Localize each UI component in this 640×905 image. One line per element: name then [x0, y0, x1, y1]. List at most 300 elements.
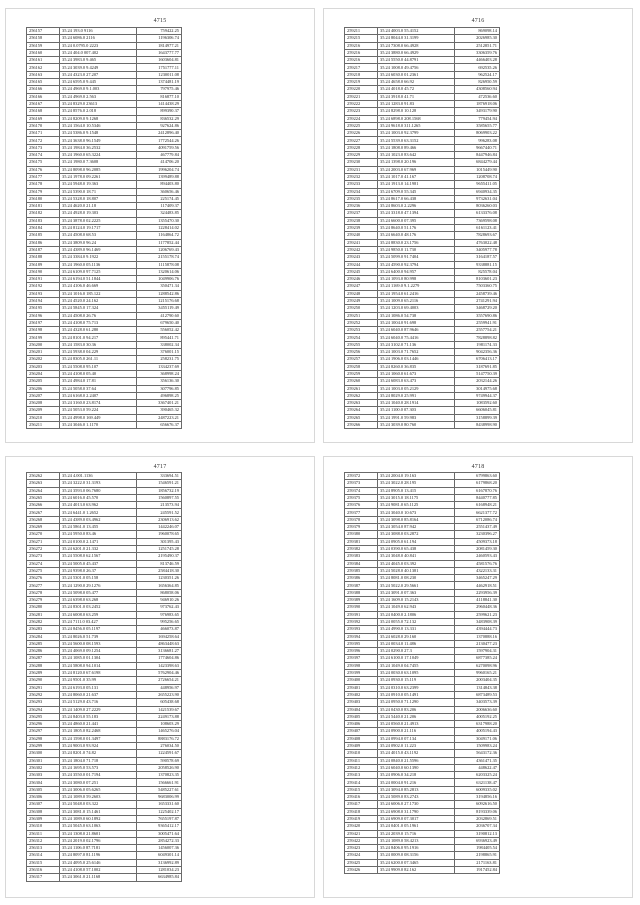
row-code-cell: 35.24 8329.0 23613: [60, 100, 137, 107]
row-id-cell: 259233: [345, 181, 378, 188]
row-id-cell: 256288: [27, 662, 60, 669]
row-code-cell: 35.24 1040.0 28.1914: [378, 400, 455, 407]
row-code-cell: 35.24 1808.0 89.466: [378, 144, 455, 151]
row-code-cell: 35.24 3040.0 10.673: [378, 509, 455, 516]
table-row: [345, 867, 500, 874]
row-id-cell: 259388: [345, 589, 378, 596]
row-code-cell: 35.24 1564.0 10.5346: [60, 122, 137, 129]
row-code-cell: 35.24 1086.0 54.738: [378, 312, 455, 319]
row-id-cell: 256296: [27, 721, 60, 728]
row-amount-cell: 6167870.76: [455, 487, 500, 494]
row-code-cell: 35.24 2019.0 02.1796: [60, 837, 137, 844]
row-amount-cell: 1960078.65: [137, 531, 182, 538]
row-id-cell: 259229: [345, 152, 378, 159]
row-amount-cell: 1230351.26: [137, 575, 182, 582]
row-amount-cell: 8883176.72: [137, 735, 182, 742]
row-id-cell: 256191: [27, 276, 60, 283]
row-id-cell: 256175: [27, 159, 60, 166]
row-code-cell: 35.24 8617.0 66.438: [378, 195, 455, 202]
row-code-cell: 35.24 3160.0 23.8174: [60, 400, 137, 407]
row-code-cell: 35.24 8201.0 74.82: [60, 750, 137, 757]
row-code-cell: 35.24 3809.0 96.24: [60, 239, 137, 246]
table-row: [345, 626, 500, 633]
row-amount-cell: 1399489.88: [137, 173, 182, 180]
table-row: [27, 210, 182, 217]
row-amount-cell: 117409.37: [137, 203, 182, 210]
row-id-cell: 259241: [345, 239, 378, 246]
row-id-cell: 256272: [27, 545, 60, 552]
row-code-cell: 35.24 3318.0 47.1394: [378, 210, 455, 217]
row-code-cell: 35.24 3048.0 40.841: [378, 553, 455, 560]
row-amount-cell: 2460593.43: [455, 553, 500, 560]
row-id-cell: 256278: [27, 589, 60, 596]
table-row: [345, 49, 500, 56]
table-row: [345, 845, 500, 852]
row-amount-cell: 8438998.90: [455, 422, 500, 429]
row-amount-cell: 3403573.39: [455, 699, 500, 706]
row-amount-cell: 4462918.51: [455, 582, 500, 589]
row-amount-cell: 973762.43: [137, 604, 182, 611]
row-id-cell: 256166: [27, 93, 60, 100]
row-id-cell: 256210: [27, 414, 60, 421]
row-amount-cell: 301395.43: [137, 538, 182, 545]
row-id-cell: 256159: [27, 42, 60, 49]
row-amount-cell: 6168948.21: [455, 502, 500, 509]
row-amount-cell: 356136.30: [137, 378, 182, 385]
row-code-cell: 35.24 0290.0 27.3: [378, 648, 455, 655]
table-row: [345, 57, 500, 64]
table-row: [27, 735, 182, 742]
table-row: [345, 254, 500, 261]
row-amount-cell: 1314843.38: [455, 684, 500, 691]
table-row: [345, 181, 500, 188]
row-amount-cell: 6877385.24: [455, 655, 500, 662]
table-row: [345, 276, 500, 283]
row-code-cell: 35.24 5053.0 59.224: [60, 407, 137, 414]
row-code-cell: 35.24 6168.0 2.2407: [60, 392, 137, 399]
table-row: [27, 502, 182, 509]
row-amount-cell: 1876918.06: [455, 100, 500, 107]
table-row: [345, 801, 500, 808]
table-row: [345, 319, 500, 326]
row-code-cell: 35.24 5099.0 91.7404: [378, 254, 455, 261]
row-code-cell: 35.24 3222.0 31.3193: [60, 480, 137, 487]
row-code-cell: 35.24 1960.0 05.1136: [60, 261, 137, 268]
row-amount-cell: 1772544.26: [137, 137, 182, 144]
row-amount-cell: 759422.25: [137, 28, 182, 35]
row-id-cell: 259248: [345, 290, 378, 297]
table-row: [27, 618, 182, 625]
row-amount-cell: 2026985.30: [455, 35, 500, 42]
row-amount-cell: 1281034.23: [137, 867, 182, 874]
row-id-cell: 256289: [27, 670, 60, 677]
row-amount-cell: 3468729.20: [455, 305, 500, 312]
row-amount-cell: 1456007.36: [137, 845, 182, 852]
row-code-cell: 35.24 8060.0 21.637: [60, 691, 137, 698]
row-amount-cell: 360656.46: [137, 188, 182, 195]
table-row: [345, 728, 500, 735]
row-amount-cell: 4763022.48: [455, 239, 500, 246]
row-code-cell: 35.24 3880.0 66.4929: [378, 49, 455, 56]
row-amount-cell: 8440777.85: [455, 494, 500, 501]
row-amount-cell: 225174.45: [137, 195, 182, 202]
row-code-cell: 35.24 193.0 9116: [60, 28, 137, 35]
row-code-cell: 35.24 8026.0 51.739: [60, 633, 137, 640]
row-id-cell: 256200: [27, 341, 60, 348]
row-id-cell: 259401: [345, 684, 378, 691]
row-amount-cell: 258231.75: [137, 356, 182, 363]
table-row: [345, 64, 500, 71]
row-amount-cell: 2155178.74: [137, 254, 182, 261]
table-row: [345, 261, 500, 268]
row-id-cell: 259424: [345, 852, 378, 859]
row-code-cell: 35.24 8305.0 261.11: [60, 356, 137, 363]
row-amount-cell: 4466403.28: [455, 57, 500, 64]
row-id-cell: 259247: [345, 283, 378, 290]
row-id-cell: 259260: [345, 378, 378, 385]
row-id-cell: 256174: [27, 152, 60, 159]
page-bottom-left: [5, 456, 315, 898]
row-amount-cell: 3014975.68: [455, 385, 500, 392]
row-id-cell: 256197: [27, 319, 60, 326]
row-id-cell: 256266: [27, 502, 60, 509]
row-id-cell: 259237: [345, 210, 378, 217]
table-row: [345, 378, 500, 385]
row-code-cell: 35.24 1016.0 185.122: [60, 290, 137, 297]
row-code-cell: 35.24 3550.0 01.7194: [60, 772, 137, 779]
row-amount-cell: 6706413.17: [455, 356, 500, 363]
row-amount-cell: 3230396.27: [455, 531, 500, 538]
row-code-cell: 35.24 1203.0 69.4003: [378, 305, 455, 312]
table-row: [27, 283, 182, 290]
table-row: [27, 64, 182, 71]
row-amount-cell: 825578.04: [455, 268, 500, 275]
row-id-cell: 256194: [27, 297, 60, 304]
row-amount-cell: 836532.29: [137, 115, 182, 122]
row-code-cell: 35.24 1106.0 87.7181: [60, 845, 137, 852]
row-amount-cell: 1917452.84: [455, 867, 500, 874]
row-amount-cell: 6606045.81: [455, 407, 500, 414]
row-id-cell: 259393: [345, 626, 378, 633]
row-id-cell: 259389: [345, 597, 378, 604]
row-id-cell: 256268: [27, 516, 60, 523]
row-id-cell: 259425: [345, 859, 378, 866]
row-amount-cell: 1694258.64: [137, 633, 182, 640]
row-id-cell: 259253: [345, 327, 378, 334]
row-id-cell: 259266: [345, 422, 378, 429]
row-code-cell: 35.24 4860.0 21.441: [60, 721, 137, 728]
table-row: [27, 764, 182, 771]
row-amount-cell: 2195490.37: [137, 553, 182, 560]
row-amount-cell: 1355470.30: [137, 217, 182, 224]
row-code-cell: 35.24 6709.0 55.345: [378, 188, 455, 195]
table-row: [27, 57, 182, 64]
table-row: [345, 808, 500, 815]
table-row: [345, 742, 500, 749]
row-code-cell: 35.24 3094.0 85.2813: [378, 786, 455, 793]
row-amount-cell: 3049171.06: [455, 735, 500, 742]
row-code-cell: 35.24 6040.0 75.4416: [378, 334, 455, 341]
table-row: [27, 553, 182, 560]
row-id-cell: 256315: [27, 859, 60, 866]
row-amount-cell: 2551437.49: [455, 524, 500, 531]
row-code-cell: 35.24 4590.0 92.3794: [378, 261, 455, 268]
table-row: [27, 297, 182, 304]
table-row: [27, 728, 182, 735]
row-code-cell: 35.24 6083.0 63.473: [378, 378, 455, 385]
table-row: [345, 108, 500, 115]
table-row: [27, 108, 182, 115]
table-row: [27, 633, 182, 640]
row-id-cell: 259238: [345, 217, 378, 224]
row-amount-cell: 414706.20: [137, 159, 182, 166]
row-code-cell: 35.24 8830.0 23.1756: [378, 239, 455, 246]
row-code-cell: 35.24 6595.0 9.445: [60, 79, 137, 86]
row-id-cell: 256277: [27, 582, 60, 589]
row-code-cell: 35.24 0902.0 11.223: [378, 742, 455, 749]
row-id-cell: 259245: [345, 268, 378, 275]
row-amount-cell: 307796.85: [137, 385, 182, 392]
row-id-cell: 256185: [27, 232, 60, 239]
row-id-cell: 259249: [345, 297, 378, 304]
row-amount-cell: 496898.25: [137, 392, 182, 399]
row-amount-cell: 1751777.11: [137, 64, 182, 71]
table-row: [27, 181, 182, 188]
row-amount-cell: 2741291.94: [455, 297, 500, 304]
row-amount-cell: 6621377.72: [455, 509, 500, 516]
row-id-cell: 256292: [27, 691, 60, 698]
row-code-cell: 35.24 6040.0 60.1390: [378, 764, 455, 771]
row-code-cell: 35.24 3983.0 9.465: [60, 57, 137, 64]
table-row: [345, 327, 500, 334]
row-id-cell: 256313: [27, 845, 60, 852]
row-id-cell: 259251: [345, 312, 378, 319]
table-row: [345, 232, 500, 239]
table-row: [345, 772, 500, 779]
row-amount-cell: 3158899.39: [455, 414, 500, 421]
table-row: [345, 115, 500, 122]
table-row: [27, 115, 182, 122]
row-amount-cell: 3194856.16: [455, 794, 500, 801]
row-code-cell: 35.24 8576.0 2.018: [60, 108, 137, 115]
row-id-cell: 256287: [27, 655, 60, 662]
row-code-cell: 35.24 5301.0 05.158: [60, 575, 137, 582]
row-code-cell: 35.24 0910.0 05.1491: [378, 691, 455, 698]
row-code-cell: 35.24 0310.0 63.2399: [378, 684, 455, 691]
table-row: [345, 203, 500, 210]
row-id-cell: 256291: [27, 684, 60, 691]
row-amount-cell: 2557754.21: [455, 327, 500, 334]
table-row: [27, 531, 182, 538]
row-code-cell: 35.24 8044.0 31.3199: [378, 35, 455, 42]
row-amount-cell: 679650.40: [137, 319, 182, 326]
row-id-cell: 256299: [27, 742, 60, 749]
row-id-cell: 256195: [27, 305, 60, 312]
table-row: [27, 837, 182, 844]
row-amount-cell: 1643777.77: [137, 49, 182, 56]
row-id-cell: 256211: [27, 422, 60, 429]
row-code-cell: 35.24 8640.0 51.176: [378, 225, 455, 232]
table-row: [345, 28, 500, 35]
row-amount-cell: 1996204.74: [137, 166, 182, 173]
row-amount-cell: 3585655.77: [455, 122, 500, 129]
row-code-cell: 35.24 4108.0 57.1002: [60, 867, 137, 874]
row-code-cell: 35.24 5390.0 18.71: [60, 188, 137, 195]
table-row: [27, 772, 182, 779]
table-row: [27, 648, 182, 655]
row-id-cell: 259412: [345, 764, 378, 771]
table-row: [345, 400, 500, 407]
row-amount-cell: 2249173.88: [137, 713, 182, 720]
table-row: [27, 203, 182, 210]
row-code-cell: 35.24 1049.0 04.7455: [378, 662, 455, 669]
table-row: [27, 42, 182, 49]
row-id-cell: 259263: [345, 400, 378, 407]
table-row: [27, 385, 182, 392]
row-code-cell: 35.24 2003.0 67.969: [378, 166, 455, 173]
table-row: [345, 618, 500, 625]
row-id-cell: 259219: [345, 79, 378, 86]
row-amount-cell: 1334237.69: [137, 363, 182, 370]
table-row: [345, 691, 500, 698]
table-row: [345, 611, 500, 618]
row-id-cell: 256167: [27, 100, 60, 107]
row-amount-cell: 1981174.33: [455, 341, 500, 348]
row-code-cell: 35.24 0.0795.0 2223: [60, 42, 137, 49]
row-code-cell: 35.24 4508.0 26.76: [60, 312, 137, 319]
row-amount-cell: 2599621.23: [455, 611, 500, 618]
row-id-cell: 259373: [345, 480, 378, 487]
row-id-cell: 256168: [27, 108, 60, 115]
row-amount-cell: 1509983.24: [455, 742, 500, 749]
row-amount-cell: 6179868.20: [455, 480, 500, 487]
row-id-cell: 259220: [345, 86, 378, 93]
table-row: [345, 779, 500, 786]
table-row: [27, 801, 182, 808]
row-code-cell: 35.24 3098.0 85.8164: [378, 516, 455, 523]
row-id-cell: 256178: [27, 181, 60, 188]
row-amount-cell: 3455119.49: [137, 305, 182, 312]
row-amount-cell: 6270098.96: [455, 662, 500, 669]
row-code-cell: 35.24 5058.0 37.64: [60, 385, 137, 392]
table-row: [345, 210, 500, 217]
row-amount-cell: 3005471.64: [137, 830, 182, 837]
row-id-cell: 259234: [345, 188, 378, 195]
table-row: [27, 137, 182, 144]
table-row: [345, 764, 500, 771]
row-code-cell: 35.24 3006.0 05.6265: [60, 786, 137, 793]
row-amount-cell: 448956.97: [137, 684, 182, 691]
row-code-cell: 35.24 1960.0 65.3224: [60, 152, 137, 159]
row-id-cell: 256180: [27, 195, 60, 202]
row-code-cell: 35.24 4108.0 05.40: [60, 370, 137, 377]
row-amount-cell: 412790.60: [137, 312, 182, 319]
row-code-cell: 35.24 1991.0 59.983: [378, 414, 455, 421]
row-id-cell: 259264: [345, 407, 378, 414]
row-code-cell: 35.24 6908.0 31.1790: [378, 808, 455, 815]
table-row: [27, 130, 182, 137]
row-amount-cell: 3187691.85: [455, 363, 500, 370]
row-code-cell: 35.24 1089.0 60.1892: [60, 815, 137, 822]
row-id-cell: 259379: [345, 524, 378, 531]
table-row: [27, 334, 182, 341]
row-amount-cell: 2130477.23: [455, 640, 500, 647]
row-id-cell: 259406: [345, 721, 378, 728]
row-amount-cell: 9683006.99: [137, 794, 182, 801]
table-row: [345, 42, 500, 49]
row-code-cell: 35.24 0994.0 07.134: [378, 735, 455, 742]
row-amount-cell: 1251745.28: [137, 545, 182, 552]
row-code-cell: 35.24 7308.0 66.4928: [378, 42, 455, 49]
table-row: [345, 93, 500, 100]
row-amount-cell: 6799863.60: [455, 473, 500, 480]
row-code-cell: 35.24 3088.0 03.2872: [378, 531, 455, 538]
row-amount-cell: 1370888.16: [455, 633, 500, 640]
row-code-cell: 35.24 4013.0 63.962: [60, 502, 137, 509]
row-code-cell: 35.24 5539.0 63.3152: [378, 137, 455, 144]
row-code-cell: 35.24 6400.0 94.957: [378, 268, 455, 275]
row-amount-cell: 1230011.08: [137, 71, 182, 78]
row-amount-cell: 7655197.87: [137, 815, 182, 822]
row-amount-cell: 350471.34: [137, 283, 182, 290]
table-row: [27, 268, 182, 275]
row-code-cell: 35.24 5028.0 40.1381: [378, 567, 455, 574]
row-amount-cell: 6940934.35: [455, 188, 500, 195]
row-amount-cell: 276034.50: [137, 742, 182, 749]
row-amount-cell: 8447946.84: [455, 152, 500, 159]
row-id-cell: 259392: [345, 618, 378, 625]
row-code-cell: 35.24 0840.0 21.5596: [378, 757, 455, 764]
row-amount-cell: 3557690.86: [455, 312, 500, 319]
row-id-cell: 259405: [345, 713, 378, 720]
table-row: [345, 188, 500, 195]
row-id-cell: 256317: [27, 874, 60, 881]
data-table: [26, 472, 182, 882]
table-row: [345, 524, 500, 531]
row-id-cell: 256165: [27, 79, 60, 86]
table-row: [27, 509, 182, 516]
row-id-cell: 256281: [27, 611, 60, 618]
row-id-cell: 259252: [345, 319, 378, 326]
row-id-cell: 259396: [345, 648, 378, 655]
row-amount-cell: 2032144.26: [455, 378, 500, 385]
row-amount-cell: 946910.26: [137, 597, 182, 604]
row-code-cell: 35.24 6194.0 51.1844: [60, 276, 137, 283]
row-code-cell: 35.24 6086.0 2116: [60, 35, 137, 42]
row-code-cell: 35.24 8209.0 9.1268: [60, 115, 137, 122]
row-amount-cell: 976983.65: [137, 611, 182, 618]
row-id-cell: 256314: [27, 852, 60, 859]
row-code-cell: 35.24 1283.0 91.83: [378, 100, 455, 107]
row-code-cell: 35.24 1089.0 58.4213: [378, 837, 455, 844]
row-amount-cell: 1164864.72: [137, 232, 182, 239]
row-amount-cell: 1603604.81: [137, 57, 182, 64]
table-row: [27, 276, 182, 283]
row-amount-cell: 869098.14: [455, 28, 500, 35]
table-row: [27, 217, 182, 224]
row-amount-cell: 1566661.91: [137, 779, 182, 786]
row-code-cell: 35.24 0906.0 34.218: [378, 772, 455, 779]
row-code-cell: 35.24 404.0 007.402: [60, 49, 137, 56]
row-amount-cell: 2458739.46: [455, 290, 500, 297]
row-code-cell: 35.24 4620.0 21.18: [60, 203, 137, 210]
table-row: [345, 597, 500, 604]
row-code-cell: 35.24 3061.0 21.1168: [60, 874, 137, 881]
row-id-cell: 259423: [345, 845, 378, 852]
row-id-cell: 256193: [27, 290, 60, 297]
table-row: [27, 166, 182, 173]
row-amount-cell: 7828898.82: [455, 334, 500, 341]
